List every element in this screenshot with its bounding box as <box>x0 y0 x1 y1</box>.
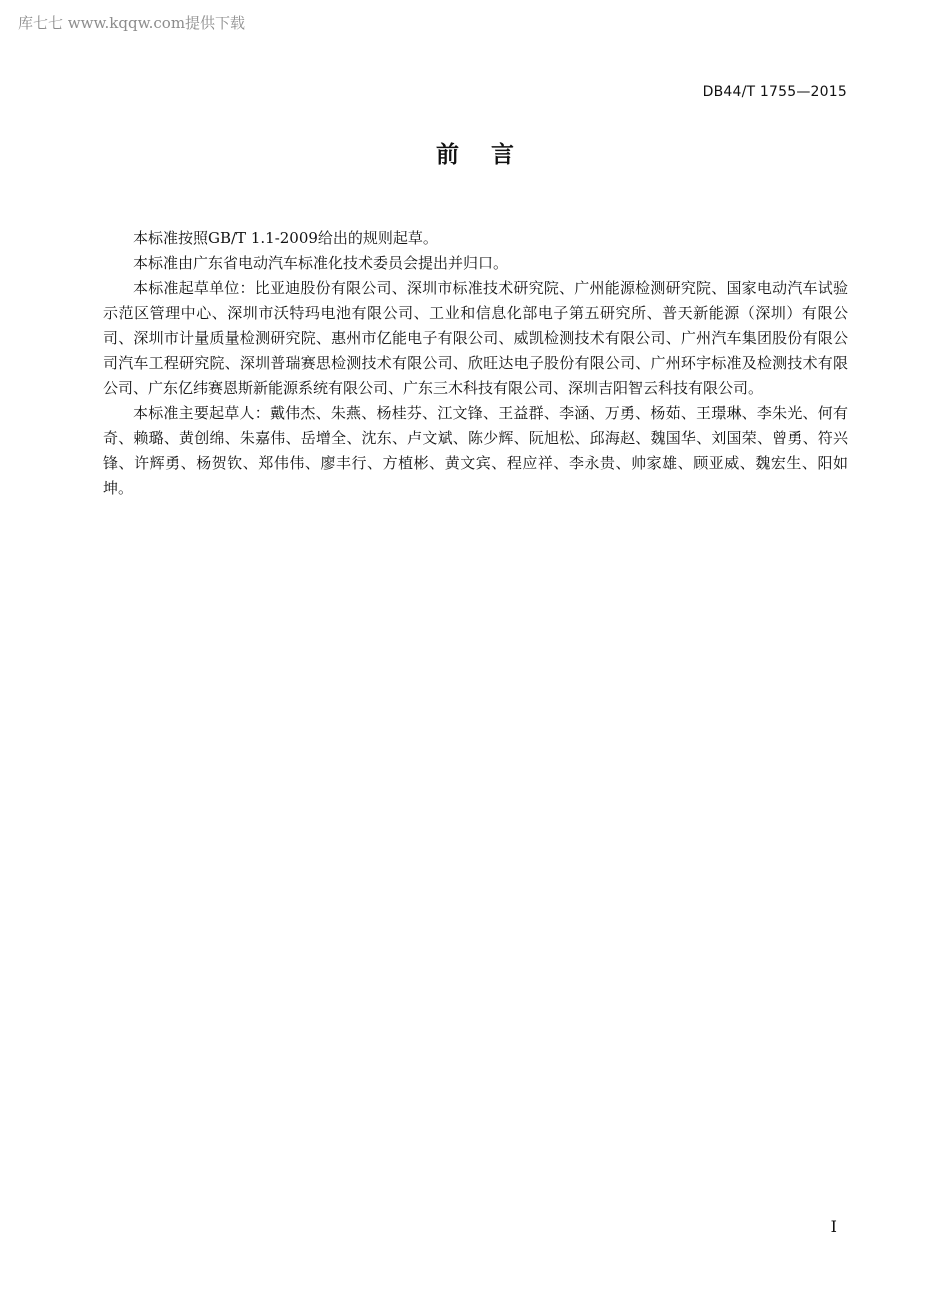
watermark-text: 库七七 www.kqqw.com提供下载 <box>18 14 246 32</box>
section-title <box>0 136 950 169</box>
paragraph-proposer: 本标准由广东省电动汽车标准化技术委员会提出并归口。 <box>133 254 509 272</box>
foreword-body <box>103 226 848 501</box>
section-title-text: 前 言 <box>435 142 515 168</box>
document-code: DB44/T 1755—2015 <box>702 84 847 100</box>
paragraph-drafting-rules: 本标准按照GB/T 1.1-2009给出的规则起草。 <box>133 229 438 247</box>
paragraph-drafting-units: 本标准起草单位：比亚迪股份有限公司、深圳市标准技术研究院、广州能源检测研究院、国家电动汽车试验示范区管理中心、深圳市沃特玛电池有限公司、工业和信息化部电子第五研究所、普天新能源（深圳）有限公司、深圳市计量质量检测研究院、惠州市亿能电子有限公司、威凯检测技术有限公司、广州汽车集团股份有限公司汽车工程研究院、深圳普瑞赛思检测技术有限公司、欣旺达电子股份有限公司、广州环宇标准及检测技术有限公司、广东亿纬赛恩斯新能源系统有限公司、广东三木科技有限公司、深圳吉阳智云科技有限公司。 <box>103 279 848 397</box>
page-number: I <box>830 1217 837 1236</box>
paragraph-main-drafters: 本标准主要起草人：戴伟杰、朱燕、杨桂芬、江文锋、王益群、李涵、万勇、杨茹、王璟琳、李朱光、何有奇、赖璐、黄创绵、朱嘉伟、岳增全、沈东、卢文斌、陈少辉、阮旭松、邱海赵、魏国华、刘国荣、曾勇、符兴锋、许辉勇、杨贺钦、郑伟伟、廖丰行、方植彬、黄文宾、程应祥、李永贵、帅家雄、顾亚威、魏宏生、阳如坤。 <box>103 404 848 497</box>
